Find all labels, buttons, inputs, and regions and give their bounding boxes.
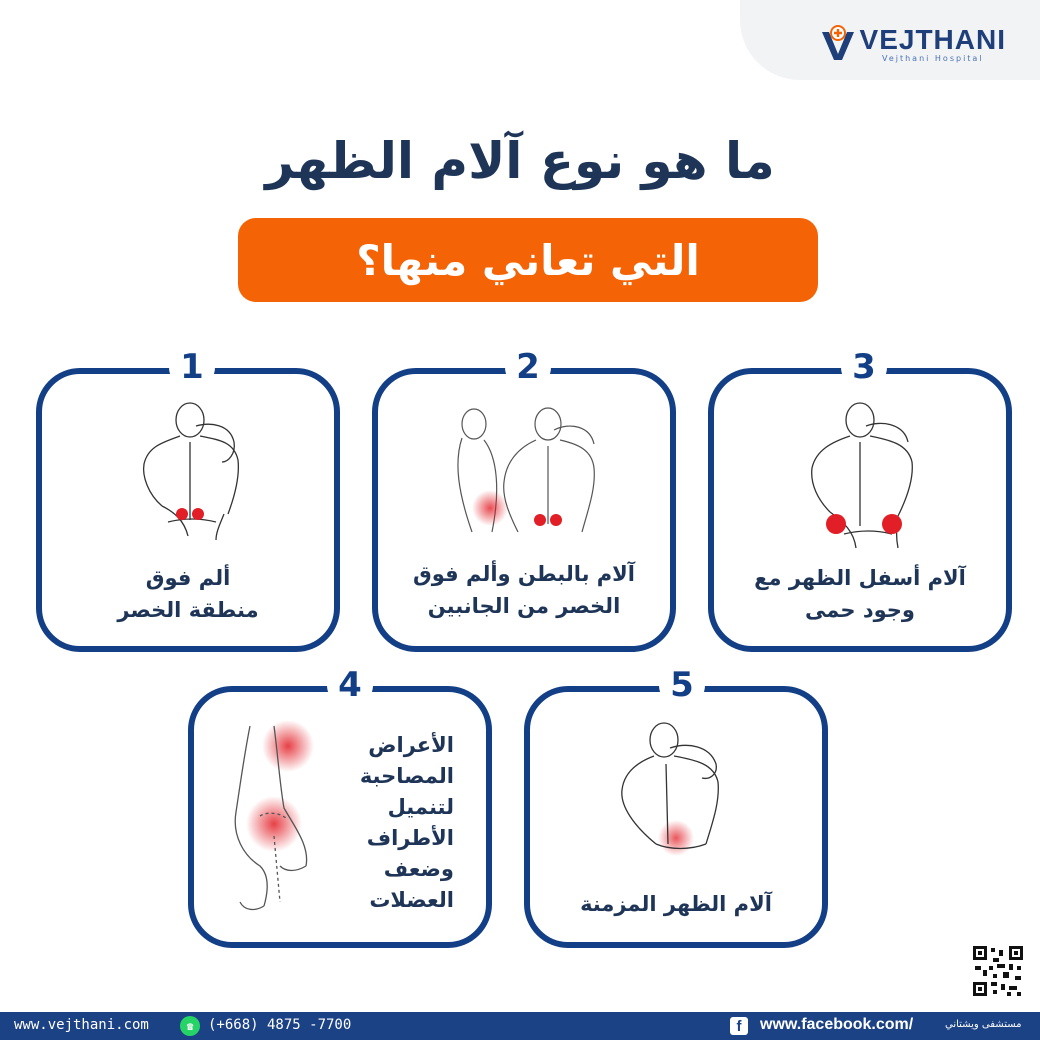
- back-pain-figure-icon: [134, 402, 254, 542]
- card-4-line1: الأعراض: [368, 733, 454, 757]
- brand-logo[interactable]: [820, 20, 1006, 68]
- logo-subtitle: Vejthani Hospital: [881, 53, 984, 63]
- qr-code-icon[interactable]: [973, 946, 1023, 996]
- card-4-line4: وضعف: [383, 857, 454, 881]
- subtitle-banner: التي تعاني منها؟: [238, 218, 818, 302]
- chronic-back-pain-figure-icon: [610, 718, 740, 868]
- card-4-line5: العضلات: [369, 888, 454, 912]
- card-1-line2: منطقة الخصر: [117, 598, 259, 622]
- website-link[interactable]: www.vejthani.com: [14, 1017, 149, 1033]
- whatsapp-icon: ☎: [180, 1016, 200, 1036]
- card-4-number: 4: [327, 662, 373, 708]
- card-4-caption: [294, 730, 454, 916]
- page-title: ما هو نوع آلام الظهر: [265, 132, 775, 190]
- logo-name: VEJTHANI: [859, 23, 1006, 55]
- card-1: [36, 347, 340, 652]
- card-2-caption: [378, 558, 670, 622]
- card-2-number: 2: [505, 344, 551, 390]
- logo-v-mark-icon: [820, 24, 858, 64]
- card-4-line3: لتنميل الأطراف: [366, 795, 454, 850]
- card-3-line1: آلام أسفل الظهر مع: [754, 566, 966, 590]
- card-3: [708, 347, 1012, 652]
- card-5-line1: آلام الظهر المزمنة: [580, 892, 772, 916]
- facebook-link[interactable]: www.facebook.com/: [760, 1016, 914, 1033]
- facebook-page-name[interactable]: مستشفى ويشتاني: [945, 1019, 1022, 1030]
- card-3-caption: [714, 562, 1006, 626]
- card-3-number: 3: [841, 344, 887, 390]
- card-1-line1: ألم فوق: [145, 566, 231, 590]
- facebook-icon: f: [730, 1017, 748, 1035]
- card-2: [372, 347, 676, 652]
- abdomen-back-pain-figure-icon: [448, 402, 608, 542]
- card-4: [188, 665, 492, 948]
- footer-bar: [0, 1012, 1040, 1040]
- phone-number[interactable]: (+668) 4875 -7700: [208, 1017, 352, 1033]
- card-5-caption: [530, 888, 822, 920]
- card-1-number: 1: [169, 344, 215, 390]
- card-4-line2: المصاحبة: [359, 764, 454, 788]
- card-3-line2: وجود حمى: [805, 598, 915, 622]
- card-5-number: 5: [659, 662, 705, 708]
- card-1-caption: [42, 562, 334, 626]
- card-2-line2: الخصر من الجانبين: [427, 594, 621, 618]
- lower-back-pain-figure-icon: [800, 400, 930, 550]
- card-5: [524, 665, 828, 948]
- card-2-line1: آلام بالبطن وألم فوق: [412, 562, 636, 586]
